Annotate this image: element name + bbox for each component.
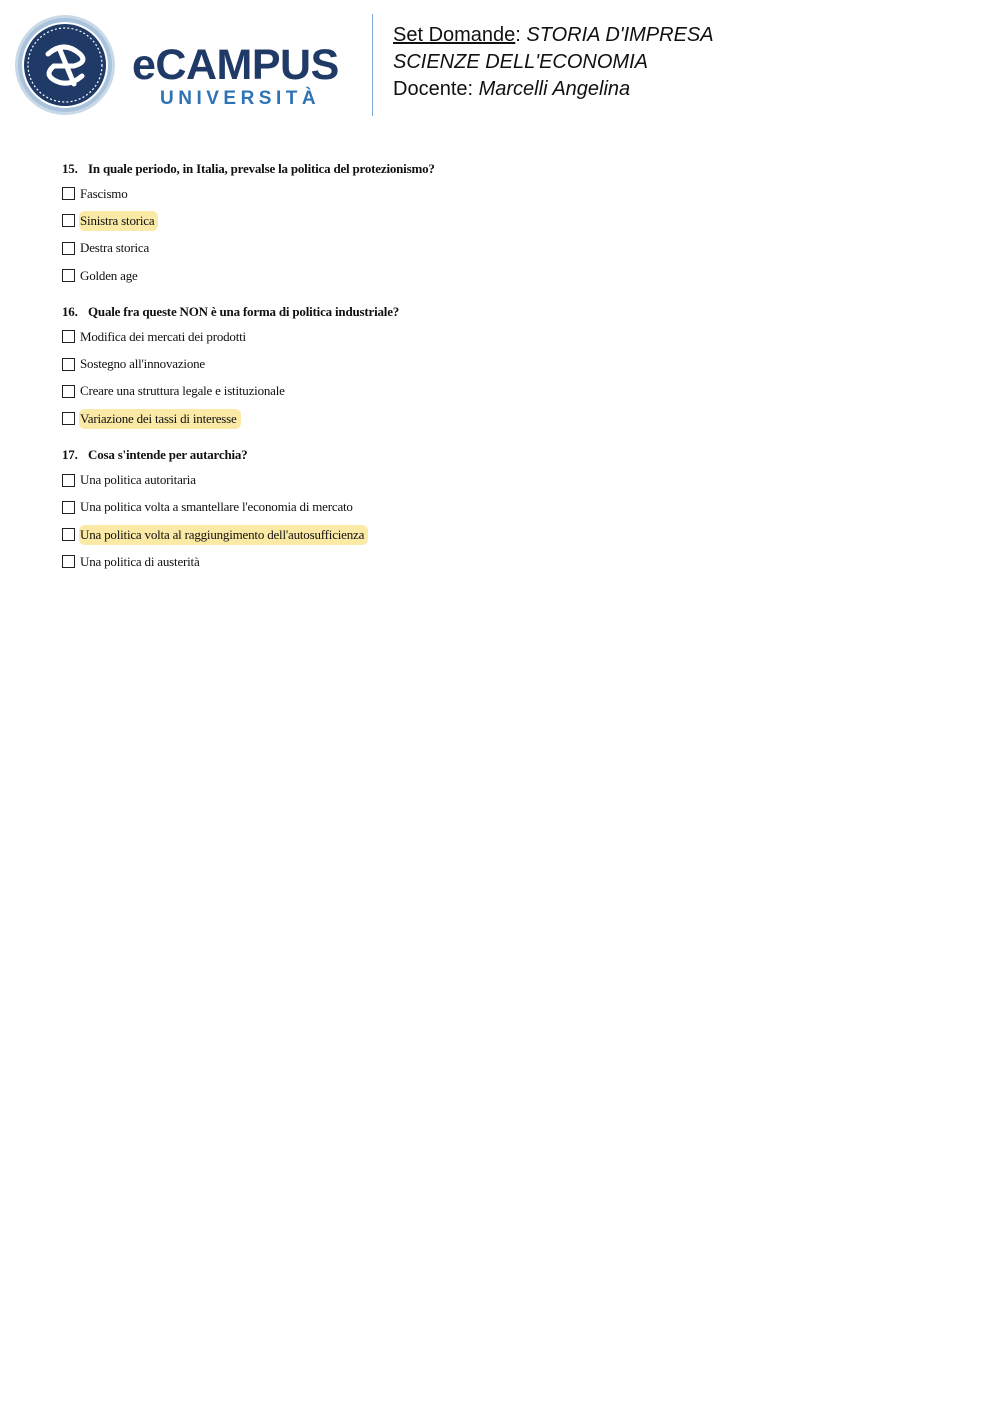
question-text: In quale periodo, in Italia, prevalse la politica del protezionismo? xyxy=(88,161,435,176)
answer-option[interactable] xyxy=(62,521,942,548)
answer-option[interactable] xyxy=(62,548,942,575)
question-17 xyxy=(62,444,942,575)
question-text: Quale fra queste NON è una forma di politica industriale? xyxy=(88,304,400,320)
faculty-name: SCIENZE DELL'ECONOMIA xyxy=(393,51,648,73)
course-title: STORIA D'IMPRESA xyxy=(526,24,714,46)
checkbox[interactable] xyxy=(62,555,75,568)
answer-option[interactable] xyxy=(62,262,942,289)
checkbox[interactable] xyxy=(62,358,75,371)
option-label: Fascismo xyxy=(80,185,128,201)
checkbox[interactable] xyxy=(62,385,75,398)
question-title xyxy=(62,301,942,323)
answer-option[interactable] xyxy=(62,323,942,350)
answer-option[interactable] xyxy=(62,378,942,405)
answer-option[interactable] xyxy=(62,235,942,262)
checkbox[interactable] xyxy=(62,501,75,514)
answer-option[interactable] xyxy=(62,180,942,207)
question-title xyxy=(62,444,942,466)
option-label-highlighted: Sinistra storica xyxy=(79,211,158,231)
checkbox[interactable] xyxy=(62,330,75,343)
teacher-line xyxy=(393,76,714,103)
question-number: 16. xyxy=(62,304,78,320)
answer-option[interactable] xyxy=(62,466,942,493)
page-header xyxy=(0,0,1000,130)
checkbox[interactable] xyxy=(62,187,75,200)
brand-subtitle: UNIVERSITÀ xyxy=(160,88,321,109)
ecampus-seal-icon xyxy=(14,14,116,116)
teacher-label: Docente: xyxy=(393,78,479,100)
option-label-highlighted: Variazione dei tassi di interesse xyxy=(79,409,241,429)
option-label: Una politica autoritaria xyxy=(80,472,196,488)
header-info xyxy=(393,22,714,103)
checkbox[interactable] xyxy=(62,528,75,541)
question-16 xyxy=(62,301,942,432)
question-number: 17. xyxy=(62,447,78,463)
option-label: Golden age xyxy=(80,267,138,283)
option-label-highlighted: Una politica volta al raggiungimento dell'autosufficienza xyxy=(79,525,368,545)
question-title xyxy=(62,158,942,180)
question-number: 15. xyxy=(62,161,78,176)
option-label: Destra storica xyxy=(80,240,150,256)
answer-option[interactable] xyxy=(62,405,942,432)
question-15 xyxy=(62,158,942,289)
teacher-name: Marcelli Angelina xyxy=(478,78,631,100)
set-label: Set Domande xyxy=(393,24,516,46)
checkbox[interactable] xyxy=(62,214,75,227)
checkbox[interactable] xyxy=(62,242,75,255)
option-label: Una politica di austerità xyxy=(80,553,200,569)
question-text: Cosa s'intende per autarchia? xyxy=(88,447,248,463)
header-divider xyxy=(372,14,373,116)
brand-name: eCAMPUS xyxy=(132,41,339,89)
answer-option[interactable] xyxy=(62,207,942,234)
question-list xyxy=(62,158,942,588)
set-line xyxy=(393,22,714,49)
answer-option[interactable] xyxy=(62,494,942,521)
answer-option[interactable] xyxy=(62,350,942,377)
option-label: Sostegno all'innovazione xyxy=(80,356,205,372)
set-separator: : xyxy=(515,24,527,46)
ecampus-wordmark xyxy=(132,40,357,112)
option-label: Creare una struttura legale e istituzionale xyxy=(80,383,285,399)
checkbox[interactable] xyxy=(62,269,75,282)
option-label: Modifica dei mercati dei prodotti xyxy=(80,328,246,344)
checkbox[interactable] xyxy=(62,474,75,487)
checkbox[interactable] xyxy=(62,412,75,425)
option-label: Una politica volta a smantellare l'economia di mercato xyxy=(80,499,353,515)
